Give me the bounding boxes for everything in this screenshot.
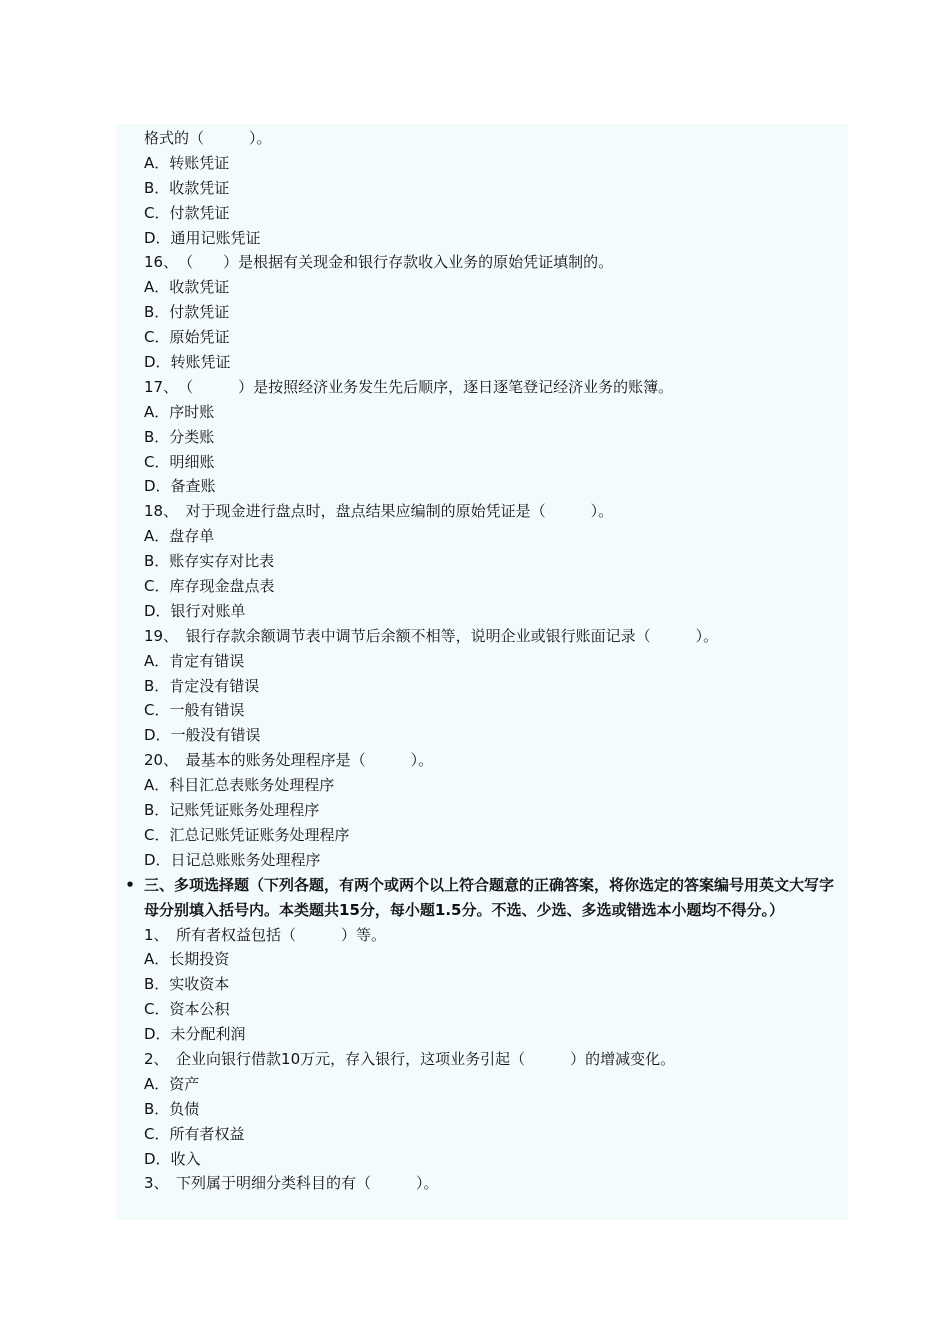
text-line: 20、 最基本的账务处理程序是（ ）。	[144, 751, 434, 770]
text-line: 格式的（ ）。	[144, 129, 272, 147]
text-line: 1、 所有者权益包括（ ）等。	[144, 925, 387, 944]
section-heading	[125, 873, 848, 923]
text-line: C．汇总记账凭证账务处理程序	[144, 825, 350, 844]
text-line: C．所有者权益	[144, 1124, 245, 1143]
document-body	[116, 124, 848, 1220]
text-line: B．分类账	[144, 427, 215, 446]
text-line: A．序时账	[144, 402, 215, 421]
text-line: D．银行对账单	[144, 601, 246, 620]
text-line: B．收款凭证	[144, 178, 230, 197]
text-line: B．付款凭证	[144, 303, 230, 322]
text-line: A．科目汇总表账务处理程序	[144, 776, 335, 795]
text-line: B．负债	[144, 1099, 200, 1118]
text-line: D．日记总账账务处理程序	[144, 850, 321, 869]
text-line: D．备查账	[144, 477, 216, 496]
text-line: 18、 对于现金进行盘点时，盘点结果应编制的原始凭证是（ ）。	[144, 502, 614, 521]
text-line: C．原始凭证	[144, 328, 230, 347]
text-line: 16、 （ ）是根据有关现金和银行存款收入业务的原始凭证填制的。	[144, 253, 614, 272]
text-line: A．盘存单	[144, 527, 215, 546]
text-line: D．收入	[144, 1149, 201, 1168]
text-line: A．资产	[144, 1074, 200, 1093]
text-line: C．付款凭证	[144, 203, 230, 222]
text-line: B．账存实存对比表	[144, 552, 275, 571]
text-line: B．肯定没有错误	[144, 676, 260, 695]
text-line: C．库存现金盘点表	[144, 577, 275, 596]
text-line: 17、 （ ）是按照经济业务发生先后顺序，逐日逐笔登记经济业务的账簿。	[144, 377, 674, 396]
document-text	[116, 124, 848, 1196]
text-line: B．实收资本	[144, 975, 230, 994]
text-line: C．明细账	[144, 452, 215, 471]
single-choice-continuation	[144, 126, 848, 873]
text-line: A．肯定有错误	[144, 651, 245, 670]
text-line: D．转账凭证	[144, 353, 231, 372]
bullet-icon: •	[125, 875, 135, 894]
text-line: 19、 银行存款余额调节表中调节后余额不相等，说明企业或银行账面记录（ ）。	[144, 626, 719, 645]
text-line: A．收款凭证	[144, 278, 230, 297]
text-line: 2、 企业向银行借款10万元，存入银行，这项业务引起（ ）的增减变化。	[144, 1049, 676, 1068]
text-line: D．一般没有错误	[144, 726, 261, 745]
text-line: B．记账凭证账务处理程序	[144, 801, 320, 820]
text-line: A．转账凭证	[144, 153, 230, 172]
text-line: C．资本公积	[144, 1000, 230, 1019]
text-line: 3、 下列属于明细分类科目的有（ ）。	[144, 1174, 439, 1193]
multiple-choice-questions	[144, 923, 848, 1197]
text-line: A．长期投资	[144, 950, 230, 969]
section-heading-text: 三、多项选择题（下列各题，有两个或两个以上符合题意的正确答案，将你选定的答案编号用英文大写字母分别填入括号内。本类题共15分，每小题1.5分。不选、少选、多选或错选本小题均不得分。）	[144, 875, 835, 919]
text-line: C．一般有错误	[144, 701, 245, 720]
text-line: D．通用记账凭证	[144, 228, 261, 247]
text-line: D．未分配利润	[144, 1025, 246, 1044]
